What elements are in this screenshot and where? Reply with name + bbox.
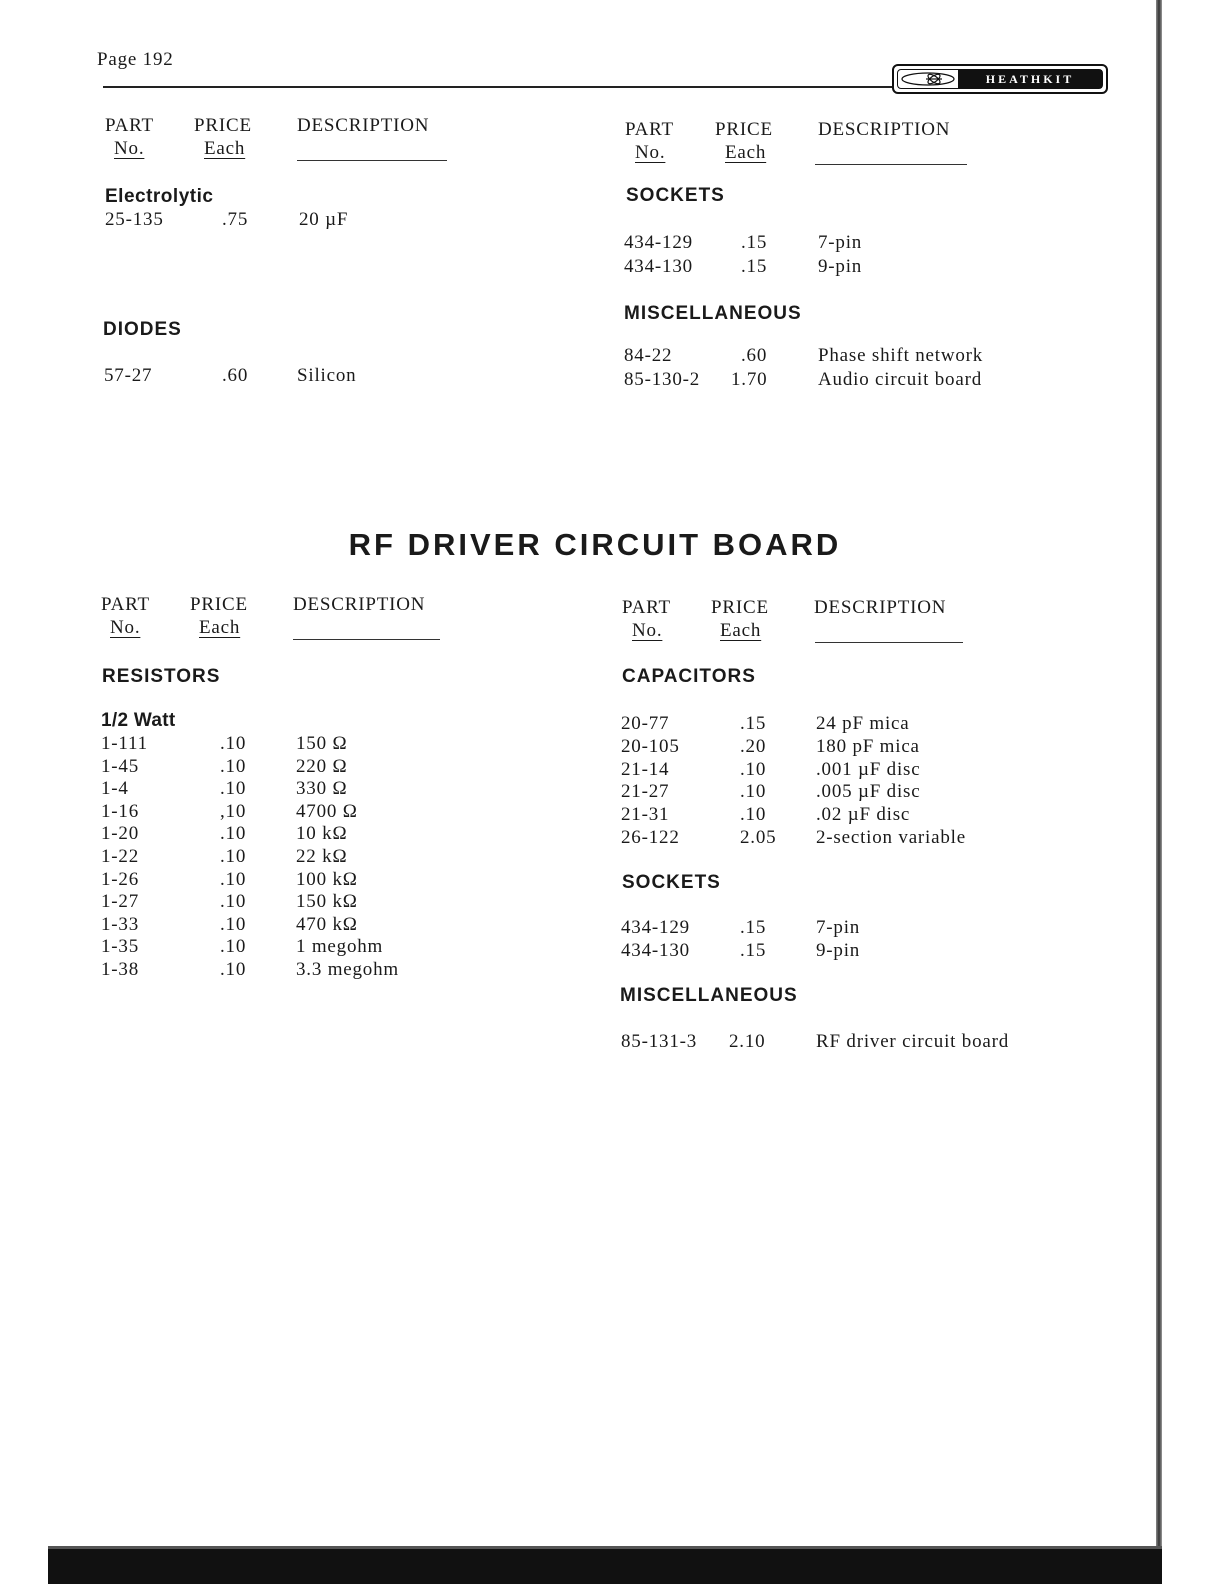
section-heading: MISCELLANEOUS: [620, 985, 798, 1006]
heathkit-logo: [892, 64, 1108, 94]
description: .001 µF disc: [816, 758, 921, 780]
col-header-price: PRICE: [194, 115, 252, 136]
price: .15: [740, 940, 767, 961]
part-number: 434-129: [621, 917, 690, 938]
logo-wordmark: HEATHKIT: [958, 70, 1102, 88]
description: .02 µF disc: [816, 804, 911, 826]
description: 150 kΩ: [296, 891, 358, 913]
price: .10: [220, 891, 247, 913]
price: .10: [220, 823, 247, 845]
col-header-price-sub: Each: [199, 617, 241, 638]
description: 7-pin: [818, 232, 863, 253]
col-header-description: DESCRIPTION: [818, 119, 951, 140]
col-header-part-sub: No.: [110, 617, 141, 638]
description: 7-pin: [816, 917, 861, 938]
price: 2.05: [740, 827, 777, 848]
description: Phase shift network: [818, 345, 984, 366]
description: 10 kΩ: [296, 823, 348, 845]
col-header-part: PART: [625, 119, 674, 140]
page-bottom-edge: [48, 1546, 1162, 1584]
price: .15: [741, 232, 768, 253]
description-underline: [293, 639, 440, 640]
description: 180 pF mica: [816, 735, 920, 757]
part-number: 1-111: [101, 733, 148, 754]
description: 4700 Ω: [296, 800, 358, 822]
col-header-price: PRICE: [715, 119, 773, 140]
price: .15: [740, 917, 767, 938]
part-number: 434-130: [621, 940, 690, 961]
price: .10: [220, 733, 247, 754]
page-binding-edge: [1156, 0, 1162, 1584]
part-number: 21-27: [621, 781, 670, 803]
col-header-price: PRICE: [190, 594, 248, 615]
page-bottom-edge-highlight: [48, 1546, 1162, 1549]
section-heading: RESISTORS: [102, 666, 221, 687]
description: 1 megohm: [296, 936, 384, 958]
section-title: RF DRIVER CIRCUIT BOARD: [348, 527, 842, 562]
col-header-price-sub: Each: [720, 620, 762, 641]
description: 22 kΩ: [296, 846, 348, 867]
price: .10: [220, 755, 247, 777]
description: 3.3 megohm: [296, 959, 399, 980]
price: .60: [222, 365, 249, 386]
description: 150 Ω: [296, 733, 348, 754]
price: .60: [741, 345, 768, 366]
part-number: 26-122: [621, 827, 680, 848]
col-header-part: PART: [622, 597, 671, 618]
price: .20: [740, 735, 767, 757]
part-number: 434-130: [624, 256, 693, 277]
price: .10: [220, 913, 247, 935]
part-number: 21-31: [621, 804, 670, 826]
section-heading: DIODES: [103, 319, 182, 340]
header-rule: [103, 86, 893, 88]
price: .15: [741, 256, 768, 277]
part-number: 84-22: [624, 345, 673, 366]
description: 2-section variable: [816, 827, 966, 848]
description: 220 Ω: [296, 755, 348, 777]
description: Audio circuit board: [818, 369, 982, 390]
price: .10: [740, 758, 767, 780]
price: .75: [222, 209, 249, 230]
price: .10: [740, 804, 767, 826]
part-number: 20-77: [621, 713, 670, 734]
section-subheading: 1/2 Watt: [101, 710, 176, 731]
description: 20 µF: [299, 209, 349, 230]
price: .10: [740, 781, 767, 803]
col-header-part: PART: [101, 594, 150, 615]
part-number: 57-27: [104, 365, 153, 386]
page-margin: [1162, 0, 1224, 1584]
part-number: 1-35: [101, 936, 140, 958]
part-number: 434-129: [624, 232, 693, 253]
section-heading: CAPACITORS: [622, 666, 756, 687]
description: 330 Ω: [296, 778, 348, 800]
col-header-part-sub: No.: [635, 142, 666, 163]
section-heading: SOCKETS: [626, 185, 725, 206]
description: Silicon: [297, 365, 357, 386]
col-header-price: PRICE: [711, 597, 769, 618]
part-number: 1-16: [101, 800, 140, 822]
part-number: 1-45: [101, 755, 140, 777]
price: .10: [220, 959, 247, 980]
part-number: 20-105: [621, 735, 680, 757]
part-number: 1-33: [101, 913, 140, 935]
description: 470 kΩ: [296, 913, 358, 935]
col-header-part-sub: No.: [114, 138, 145, 159]
part-number: 85-130-2: [624, 369, 701, 390]
price: 1.70: [731, 369, 768, 390]
atom-emblem-icon: [900, 71, 956, 87]
col-header-description: DESCRIPTION: [293, 594, 426, 615]
col-header-description: DESCRIPTION: [814, 597, 947, 618]
section-heading: MISCELLANEOUS: [624, 303, 802, 324]
part-number: 1-20: [101, 823, 140, 845]
col-header-part: PART: [105, 115, 154, 136]
description: .005 µF disc: [816, 781, 921, 803]
description: 24 pF mica: [816, 713, 910, 734]
description-underline: [297, 160, 447, 161]
description-underline: [815, 642, 963, 643]
part-number: 1-38: [101, 959, 140, 980]
part-number: 1-4: [101, 778, 129, 800]
part-number: 85-131-3: [621, 1031, 698, 1052]
part-number: 1-22: [101, 846, 140, 867]
description: 9-pin: [816, 940, 861, 961]
part-number: 25-135: [105, 209, 164, 230]
price: .10: [220, 846, 247, 867]
price: 2.10: [729, 1031, 766, 1052]
part-number: 21-14: [621, 758, 670, 780]
description-underline: [815, 164, 967, 165]
col-header-description: DESCRIPTION: [297, 115, 430, 136]
price: .10: [220, 868, 247, 890]
part-number: 1-26: [101, 868, 140, 890]
price: .15: [740, 713, 767, 734]
description: RF driver circuit board: [816, 1031, 1010, 1052]
price: .10: [220, 936, 247, 958]
col-header-price-sub: Each: [725, 142, 767, 163]
col-header-price-sub: Each: [204, 138, 246, 159]
section-heading: Electrolytic: [105, 186, 214, 207]
col-header-part-sub: No.: [632, 620, 663, 641]
part-number: 1-27: [101, 891, 140, 913]
description: 100 kΩ: [296, 868, 358, 890]
price: ,10: [220, 800, 247, 822]
description: 9-pin: [818, 256, 863, 277]
section-heading: SOCKETS: [622, 872, 721, 893]
price: .10: [220, 778, 247, 800]
page-number: Page 192: [97, 49, 174, 70]
